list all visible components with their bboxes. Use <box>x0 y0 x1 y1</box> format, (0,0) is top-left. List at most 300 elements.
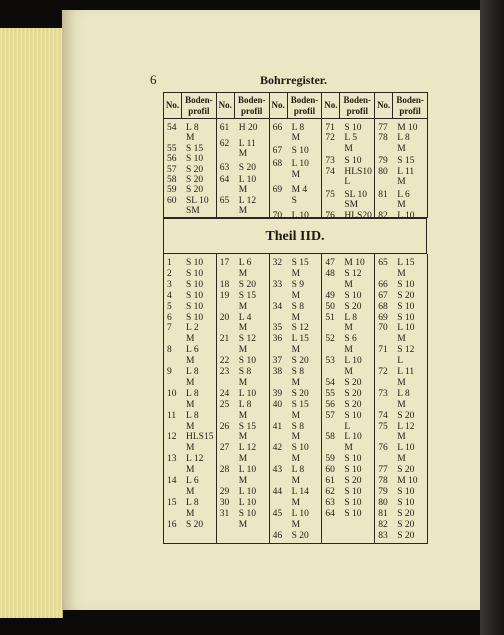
profile-continuation <box>322 176 374 188</box>
soil-profile: L 10 <box>238 175 257 185</box>
soil-profile: S 10 <box>186 290 204 301</box>
borehole-number: 63 <box>325 497 335 508</box>
soil-profile: M <box>186 399 195 410</box>
soil-profile: M 10 <box>397 476 418 486</box>
soil-profile: L 6 <box>397 189 410 200</box>
borehole-number: 27 <box>219 443 230 454</box>
soil-profile: S 10 <box>344 123 362 133</box>
entry-column <box>375 254 427 543</box>
borehole-number: 26 <box>219 421 230 432</box>
borehole-number: 42 <box>272 443 283 454</box>
soil-profile: M <box>186 486 195 497</box>
borehole-number: 8 <box>167 345 172 356</box>
borehole-number: 75 <box>325 189 335 200</box>
borehole-number: 72 <box>378 367 388 377</box>
table-header-row <box>164 93 428 119</box>
soil-profile: M <box>344 443 353 454</box>
borehole-number: 4 <box>167 290 172 301</box>
borehole-number: 35 <box>272 323 283 334</box>
soil-profile: S 15 <box>238 290 256 301</box>
borehole-number: 64 <box>219 175 230 185</box>
soil-profile: S 10 <box>397 486 415 497</box>
soil-profile: S 12 <box>397 345 415 356</box>
borehole-number: 67 <box>272 145 283 156</box>
soil-profile: S 20 <box>344 399 362 410</box>
section-title-band <box>163 218 427 254</box>
soil-profile: S 20 <box>397 410 415 421</box>
borehole-number: 24 <box>219 388 230 399</box>
soil-profile: M <box>238 268 248 279</box>
borehole-number: 76 <box>378 443 388 454</box>
soil-profile: S 10 <box>291 145 309 156</box>
borehole-number: 72 <box>325 133 335 144</box>
borehole-number: 34 <box>272 301 283 312</box>
soil-profile: L 8 <box>291 465 305 476</box>
borehole-number: 33 <box>272 279 283 290</box>
column-header-bodenprofil: Boden- profil <box>393 93 428 119</box>
borehole-number: 57 <box>167 164 177 175</box>
profile-continuation <box>375 176 427 188</box>
table-body-row <box>164 254 428 544</box>
soil-profile: M <box>291 519 301 530</box>
entry-column <box>217 254 269 543</box>
soil-profile: S 10 <box>344 508 362 519</box>
borehole-number: 20 <box>219 312 230 323</box>
soil-profile: S <box>291 195 297 206</box>
column-header-no: No. <box>375 93 393 119</box>
borehole-number: 58 <box>325 432 335 443</box>
soil-profile: L 10 <box>238 465 257 476</box>
borehole-number: 55 <box>167 143 177 154</box>
borehole-number: 68 <box>378 301 388 312</box>
soil-profile: S 15 <box>186 143 204 154</box>
soil-profile: HLS20 <box>344 211 372 222</box>
soil-profile: M <box>186 508 195 519</box>
borehole-number: 62 <box>219 138 230 149</box>
soil-profile: L 10 <box>397 443 415 454</box>
borehole-number: 14 <box>167 476 177 486</box>
soil-profile: L 14 <box>291 486 309 497</box>
entry-column <box>375 119 427 222</box>
soil-profile: M <box>397 177 406 188</box>
borehole-entry <box>217 162 269 174</box>
soil-profile: M <box>291 133 301 144</box>
soil-profile: S 20 <box>186 164 204 175</box>
borehole-number: 59 <box>325 454 335 465</box>
soil-profile: S 8 <box>291 421 305 432</box>
borehole-number: 38 <box>272 367 283 377</box>
soil-profile: L 8 <box>291 123 305 133</box>
borehole-number: 25 <box>219 399 230 410</box>
soil-profile: M <box>186 421 195 432</box>
soil-profile: L <box>344 177 351 188</box>
borehole-number: 45 <box>272 508 283 519</box>
borehole-number: 71 <box>378 345 388 356</box>
borehole-number: 18 <box>219 279 230 290</box>
borehole-number: 66 <box>378 279 388 290</box>
column-header-bodenprofil: Boden- profil <box>287 93 322 119</box>
borehole-number: 58 <box>167 175 177 185</box>
borehole-number: 61 <box>325 476 335 486</box>
borehole-number: 28 <box>219 465 230 476</box>
entry-column <box>217 119 269 217</box>
soil-profile: S 10 <box>186 154 204 165</box>
borehole-number: 80 <box>378 166 388 177</box>
borehole-number: 81 <box>378 189 388 200</box>
soil-profile: M <box>291 497 301 508</box>
soil-profile: L 10 <box>291 159 309 170</box>
soil-profile: L 12 <box>238 443 257 454</box>
soil-profile: S 12 <box>238 334 256 345</box>
soil-profile: L 11 <box>397 367 415 377</box>
borehole-entry <box>164 519 216 531</box>
borehole-number: 7 <box>167 323 172 334</box>
soil-profile: S 10 <box>186 312 204 323</box>
borehole-number: 79 <box>378 156 388 167</box>
soil-profile: S 10 <box>397 301 415 312</box>
soil-profile: S 8 <box>238 367 252 377</box>
soil-profile: S 15 <box>291 258 309 268</box>
soil-profile: S 10 <box>344 497 362 508</box>
soil-profile: M <box>238 301 248 312</box>
borehole-table-part-2 <box>163 254 428 544</box>
soil-profile: L 8 <box>186 497 199 508</box>
borehole-number: 80 <box>378 497 388 508</box>
soil-profile: M <box>186 465 195 476</box>
soil-profile: L 8 <box>397 388 410 399</box>
borehole-number: 37 <box>272 356 283 367</box>
soil-profile: S 9 <box>291 279 305 290</box>
profile-continuation <box>375 143 427 155</box>
borehole-number: 62 <box>325 486 335 497</box>
running-header: Bohrregister. <box>260 73 327 87</box>
column-header-no: No. <box>269 93 287 119</box>
borehole-number: 40 <box>272 399 283 410</box>
soil-profile: S 20 <box>186 519 204 530</box>
soil-profile: M <box>238 149 248 159</box>
soil-profile: S 10 <box>238 356 256 367</box>
soil-profile: M <box>344 345 353 356</box>
soil-profile: M <box>186 356 195 367</box>
soil-profile: S 20 <box>291 388 309 399</box>
table-body-row <box>164 119 428 218</box>
borehole-number: 79 <box>378 486 388 497</box>
soil-profile: H 20 <box>238 123 258 133</box>
soil-profile: M <box>397 377 406 388</box>
page-number: 6 <box>150 72 157 87</box>
soil-profile: M 4 <box>291 185 308 196</box>
soil-profile: S 20 <box>397 465 415 476</box>
soil-profile: S 20 <box>186 175 204 185</box>
soil-profile: S 20 <box>186 185 204 196</box>
borehole-number: 60 <box>167 195 177 206</box>
profile-continuation <box>217 519 269 531</box>
borehole-number: 57 <box>325 410 335 421</box>
soil-profile: M <box>291 476 301 486</box>
soil-profile: L 8 <box>186 123 199 133</box>
soil-profile: M <box>238 377 248 388</box>
borehole-number: 3 <box>167 279 172 290</box>
profile-continuation <box>270 132 322 144</box>
borehole-number: 76 <box>325 211 335 222</box>
profile-continuation <box>217 148 269 160</box>
borehole-number: 9 <box>167 367 172 377</box>
soil-profile: M <box>186 443 195 454</box>
soil-profile: SM <box>186 206 200 217</box>
soil-profile: M <box>291 169 301 180</box>
borehole-number: 2 <box>167 268 172 279</box>
borehole-entry <box>375 530 427 542</box>
profile-continuation <box>322 143 374 155</box>
borehole-number: 53 <box>325 356 335 367</box>
entry-column <box>270 254 322 543</box>
column-header-no: No. <box>164 93 182 119</box>
soil-profile: L 15 <box>291 334 309 345</box>
soil-profile: L 8 <box>186 367 199 377</box>
soil-profile: L 10 <box>291 508 309 519</box>
soil-profile: S 12 <box>291 323 309 334</box>
profile-continuation <box>164 205 216 217</box>
soil-profile: M <box>238 519 248 530</box>
soil-profile: L <box>397 356 403 367</box>
soil-profile: L 11 <box>238 138 256 149</box>
soil-profile: L 10 <box>238 486 257 497</box>
soil-profile: S 10 <box>344 465 362 476</box>
entry-column <box>322 254 374 543</box>
soil-profile: SL 10 <box>186 195 209 206</box>
borehole-number: 69 <box>378 312 388 323</box>
borehole-number: 36 <box>272 334 283 345</box>
soil-profile: S 15 <box>291 399 309 410</box>
soil-profile: M 10 <box>344 258 365 268</box>
borehole-number: 41 <box>272 421 283 432</box>
soil-profile: L 8 <box>397 133 410 144</box>
borehole-number: 75 <box>378 421 388 432</box>
borehole-number: 56 <box>325 399 335 410</box>
borehole-number: 50 <box>325 301 335 312</box>
soil-profile: M <box>344 323 353 334</box>
borehole-number: 49 <box>325 290 335 301</box>
soil-profile: M <box>291 410 301 421</box>
soil-profile: M <box>291 312 301 323</box>
borehole-number: 31 <box>219 508 230 519</box>
borehole-number: 17 <box>219 258 230 268</box>
soil-profile: M <box>238 206 248 217</box>
soil-profile: S 15 <box>238 421 256 432</box>
soil-profile: L 10 <box>238 388 257 399</box>
soil-profile: HLS10 <box>344 166 372 177</box>
soil-profile: S 12 <box>344 268 362 279</box>
borehole-number: 48 <box>325 268 335 279</box>
borehole-number: 77 <box>378 465 388 476</box>
soil-profile: S 10 <box>291 443 309 454</box>
soil-profile: S 20 <box>291 356 309 367</box>
soil-profile: S 10 <box>344 486 362 497</box>
entry-column <box>164 119 216 217</box>
soil-profile: M <box>238 345 248 356</box>
borehole-number: 56 <box>167 154 177 165</box>
soil-profile: M <box>238 432 248 443</box>
soil-profile: S 20 <box>397 290 415 301</box>
borehole-number: 73 <box>325 156 335 167</box>
soil-profile: M <box>397 334 406 345</box>
borehole-number: 63 <box>219 162 230 173</box>
soil-profile: L 5 <box>344 133 357 144</box>
soil-profile: L 8 <box>186 410 199 421</box>
borehole-number: 21 <box>219 334 230 345</box>
borehole-number: 51 <box>325 312 335 323</box>
soil-profile: L 15 <box>397 258 415 268</box>
borehole-number: 82 <box>378 211 388 222</box>
column-header-bodenprofil: Boden- profil <box>340 93 375 119</box>
soil-profile: L 12 <box>397 421 415 432</box>
soil-profile: S 20 <box>344 388 362 399</box>
soil-profile: M <box>238 454 248 465</box>
borehole-number: 74 <box>325 166 335 177</box>
soil-profile: L 10 <box>344 356 362 367</box>
soil-profile: S 20 <box>291 530 309 541</box>
soil-profile: S 10 <box>238 508 256 519</box>
soil-profile: S 20 <box>344 377 362 388</box>
profile-continuation <box>270 195 322 207</box>
soil-profile: S 20 <box>344 476 362 486</box>
profile-continuation <box>270 169 322 181</box>
borehole-number: 65 <box>378 258 388 268</box>
borehole-number: 59 <box>167 185 177 196</box>
borehole-number: 69 <box>272 185 283 196</box>
borehole-number: 68 <box>272 159 283 170</box>
soil-profile: S 10 <box>344 454 362 465</box>
borehole-entry <box>322 508 374 520</box>
borehole-number: 64 <box>325 508 335 519</box>
entry-column <box>270 119 322 222</box>
column-header-bodenprofil: Boden- profil <box>182 93 217 119</box>
soil-profile: L 8 <box>344 312 357 323</box>
soil-profile: L 10 <box>397 211 415 222</box>
borehole-number: 65 <box>219 195 230 206</box>
soil-profile: S 10 <box>186 279 204 290</box>
soil-profile: S 20 <box>344 301 362 312</box>
borehole-number: 52 <box>325 334 335 345</box>
soil-profile: L 8 <box>238 399 252 410</box>
borehole-number: 73 <box>378 388 388 399</box>
soil-profile: S 20 <box>397 508 415 519</box>
soil-profile: S 10 <box>397 497 415 508</box>
borehole-number: 55 <box>325 388 335 399</box>
borehole-number: 15 <box>167 497 177 508</box>
soil-profile: M <box>238 476 248 486</box>
soil-profile: M <box>397 432 406 443</box>
borehole-number: 77 <box>378 123 388 133</box>
soil-profile: HLS15 <box>186 432 214 443</box>
borehole-table-part-1 <box>163 92 428 222</box>
borehole-number: 71 <box>325 123 335 133</box>
column-header-no: No. <box>322 93 340 119</box>
borehole-number: 70 <box>378 323 388 334</box>
soil-profile: S 20 <box>397 519 415 530</box>
book-cover-edge <box>480 0 504 635</box>
borehole-number: 22 <box>219 356 230 367</box>
borehole-entry <box>270 145 322 157</box>
borehole-number: 67 <box>378 290 388 301</box>
borehole-number: 39 <box>272 388 283 399</box>
borehole-number: 78 <box>378 133 388 144</box>
soil-profile: M 10 <box>397 123 418 133</box>
soil-profile: M <box>186 377 195 388</box>
borehole-number: 46 <box>272 530 283 541</box>
profile-continuation <box>322 199 374 211</box>
soil-profile: M <box>238 185 248 196</box>
soil-profile: SL 10 <box>344 189 367 200</box>
soil-profile: L 10 <box>397 323 415 334</box>
soil-profile: M <box>291 377 301 388</box>
entry-column <box>322 119 374 222</box>
profile-continuation <box>375 199 427 211</box>
soil-profile: M <box>238 410 248 421</box>
soil-profile: L 10 <box>344 432 362 443</box>
borehole-number: 11 <box>167 410 177 421</box>
soil-profile: L 6 <box>186 345 199 356</box>
page-edges <box>0 28 63 618</box>
soil-profile: M <box>344 143 353 154</box>
borehole-number: 19 <box>219 290 230 301</box>
soil-profile: S 10 <box>397 312 415 323</box>
soil-profile: S 10 <box>344 156 362 167</box>
borehole-number: 32 <box>272 258 283 268</box>
soil-profile: L 6 <box>238 258 252 268</box>
borehole-number: 60 <box>325 465 335 476</box>
soil-profile: S 10 <box>344 410 362 421</box>
borehole-number: 13 <box>167 454 177 465</box>
soil-profile: L 11 <box>397 166 415 177</box>
borehole-number: 74 <box>378 410 388 421</box>
soil-profile: S 10 <box>397 279 415 290</box>
borehole-number: 54 <box>325 377 335 388</box>
soil-profile: L 6 <box>186 476 199 486</box>
borehole-number: 1 <box>167 258 172 268</box>
soil-profile: S 10 <box>186 258 204 268</box>
soil-profile: M <box>186 133 195 144</box>
borehole-number: 12 <box>167 432 177 443</box>
borehole-number: 78 <box>378 476 388 486</box>
column-header-no: No. <box>216 93 234 119</box>
borehole-number: 54 <box>167 123 177 133</box>
borehole-number: 82 <box>378 519 388 530</box>
soil-profile: M <box>397 143 406 154</box>
soil-profile: S 10 <box>344 290 362 301</box>
soil-profile: S 6 <box>344 334 357 345</box>
borehole-number: 66 <box>272 123 283 133</box>
borehole-entry <box>270 530 322 542</box>
soil-profile: S 8 <box>291 301 305 312</box>
borehole-number: 44 <box>272 486 283 497</box>
borehole-number: 30 <box>219 497 230 508</box>
borehole-number: 6 <box>167 312 172 323</box>
soil-profile: M <box>291 290 301 301</box>
soil-profile: L 2 <box>186 323 199 334</box>
soil-profile: L 12 <box>238 195 257 206</box>
soil-profile: S 8 <box>291 367 305 377</box>
section-title: Theil IID. <box>265 229 325 244</box>
soil-profile: M <box>186 334 195 345</box>
borehole-number: 23 <box>219 367 230 377</box>
entry-column <box>164 254 216 543</box>
soil-profile: L 8 <box>186 388 199 399</box>
borehole-number: 70 <box>272 211 283 222</box>
soil-profile: S 20 <box>238 279 256 290</box>
soil-profile: M <box>344 279 353 290</box>
soil-profile: L 12 <box>186 454 204 465</box>
